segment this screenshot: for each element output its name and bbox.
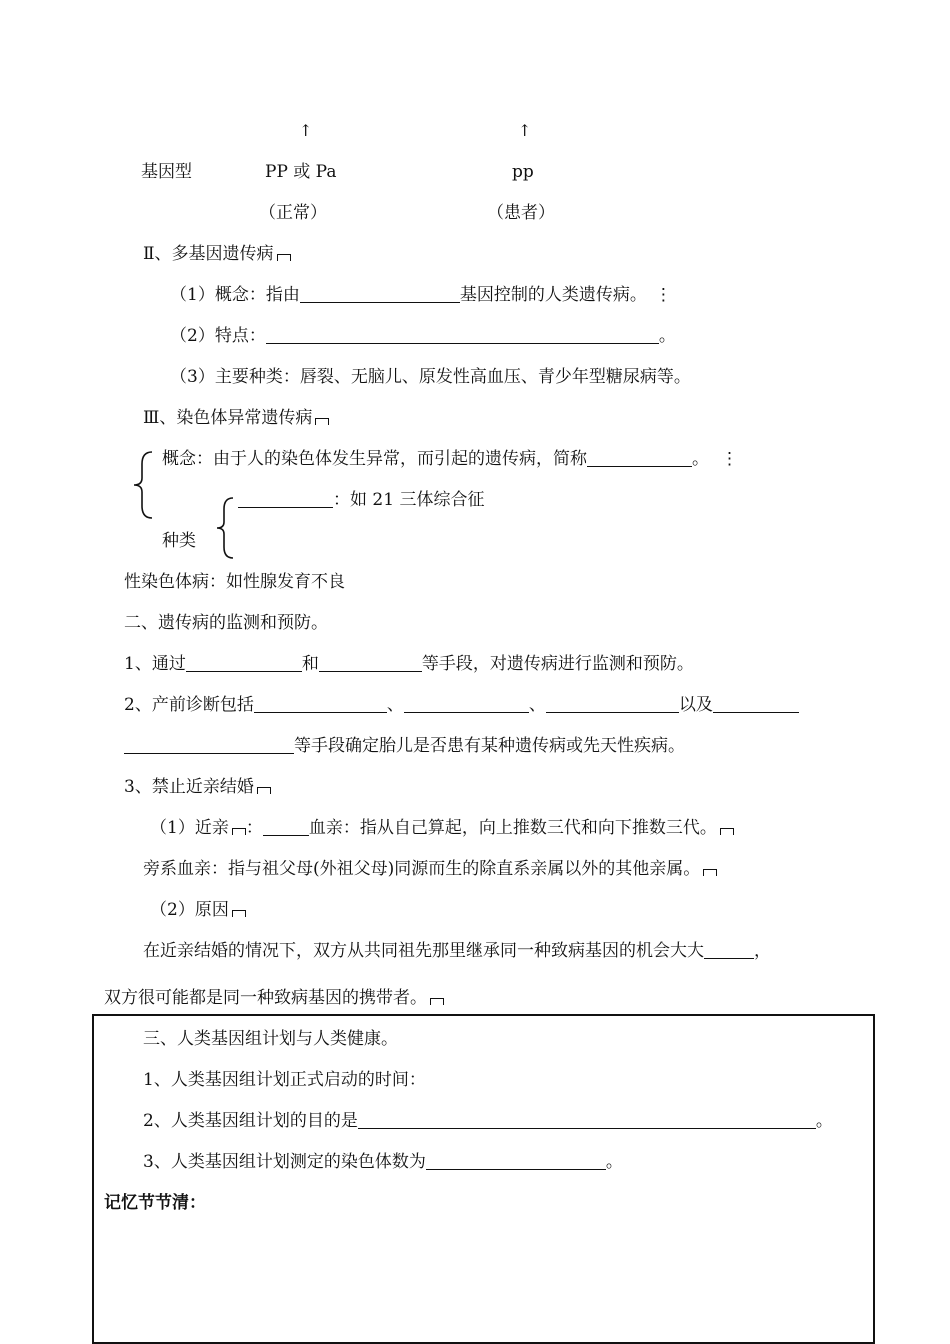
memory-heading: 记忆节节清：: [104, 1193, 206, 1213]
blank-field[interactable]: [300, 284, 460, 303]
brace-icon: [213, 496, 239, 560]
section2-item3: 3、禁止近亲结婚: [124, 776, 271, 798]
up-arrow-icon: ↑: [518, 121, 532, 140]
mark-icon: [232, 828, 246, 835]
chromosomal-type1: ：如 21 三体综合征: [238, 489, 484, 511]
blank-field[interactable]: [266, 325, 659, 344]
mark-icon: [257, 787, 271, 794]
blank-field[interactable]: [238, 489, 333, 508]
up-arrow-icon: ↑: [299, 121, 313, 140]
section3-item2: 2、人类基因组计划的目的是 。: [143, 1111, 833, 1131]
blank-field[interactable]: [426, 1151, 606, 1170]
blank-field[interactable]: [404, 694, 529, 713]
blank-field[interactable]: [546, 694, 679, 713]
patient-note: （患者）: [487, 203, 555, 223]
types-label: 种类: [162, 531, 196, 551]
section2-item2-cont: 等手段确定胎儿是否患有某种遗传病或先天性疾病。: [124, 735, 685, 757]
genotype-patient: pp: [512, 162, 534, 182]
genotype-normal: PP 或 Pa: [265, 162, 337, 182]
mark-icon: [720, 828, 734, 835]
blank-field[interactable]: [186, 653, 302, 672]
section3-item3: 3、人类基因组计划测定的染色体数为 。: [143, 1152, 623, 1172]
chromosomal-type2: 性染色体病：如性腺发育不良: [124, 572, 345, 592]
genotype-label: 基因型: [141, 162, 192, 182]
reason-heading: （2）原因: [150, 899, 246, 921]
section2-item2: 2、产前诊断包括 、 、 以及: [124, 694, 799, 716]
mark-icon: [430, 998, 444, 1005]
section3-heading: 三、人类基因组计划与人类健康。: [143, 1029, 398, 1049]
close-relative: （1）近亲 ： 血亲：指从自己算起，向上推数三代和向下推数三代。: [150, 817, 734, 839]
chromosomal-heading: Ⅲ、染色体异常遗传病: [143, 407, 329, 429]
section3-box: [92, 1014, 875, 1344]
mark-icon: [232, 910, 246, 917]
reason-text-2: 双方很可能都是同一种致病基因的携带者。: [104, 987, 444, 1009]
normal-note: （正常）: [259, 203, 327, 223]
section2-heading: 二、遗传病的监测和预防。: [124, 613, 328, 633]
chromosomal-concept: 概念：由于人的染色体发生异常，而引起的遗传病，简称 。 ⋮: [162, 449, 738, 469]
blank-field[interactable]: [263, 817, 309, 836]
blank-field[interactable]: [587, 448, 692, 467]
mark-icon: [277, 254, 291, 261]
blank-field[interactable]: [254, 694, 387, 713]
brace-icon: [130, 450, 160, 520]
blank-field[interactable]: [713, 694, 799, 713]
blank-field[interactable]: [704, 940, 754, 959]
section3-item1: 1、人类基因组计划正式启动的时间：: [143, 1070, 426, 1090]
blank-field[interactable]: [319, 653, 422, 672]
blank-field[interactable]: [124, 735, 294, 754]
polygenic-traits: （2）特点： 。: [170, 326, 676, 346]
polygenic-types: （3）主要种类：唇裂、无脑儿、原发性高血压、青少年型糖尿病等。: [170, 367, 691, 387]
mark-icon: [315, 418, 329, 425]
reason-text-1: 在近亲结婚的情况下，双方从共同祖先那里继承同一种致病基因的机会大大 ，: [143, 941, 771, 961]
polygenic-concept: （1）概念：指由 基因控制的人类遗传病。 ⋮: [170, 285, 672, 305]
blank-field[interactable]: [358, 1110, 816, 1129]
polygenic-heading: Ⅱ、多基因遗传病: [143, 243, 291, 265]
mark-icon: [703, 869, 717, 876]
section2-item1: 1、通过 和 等手段，对遗传病进行监测和预防。: [124, 654, 694, 674]
collateral-relative: 旁系血亲：指与祖父母(外祖父母)同源而生的除直系亲属以外的其他亲属。: [143, 858, 717, 880]
